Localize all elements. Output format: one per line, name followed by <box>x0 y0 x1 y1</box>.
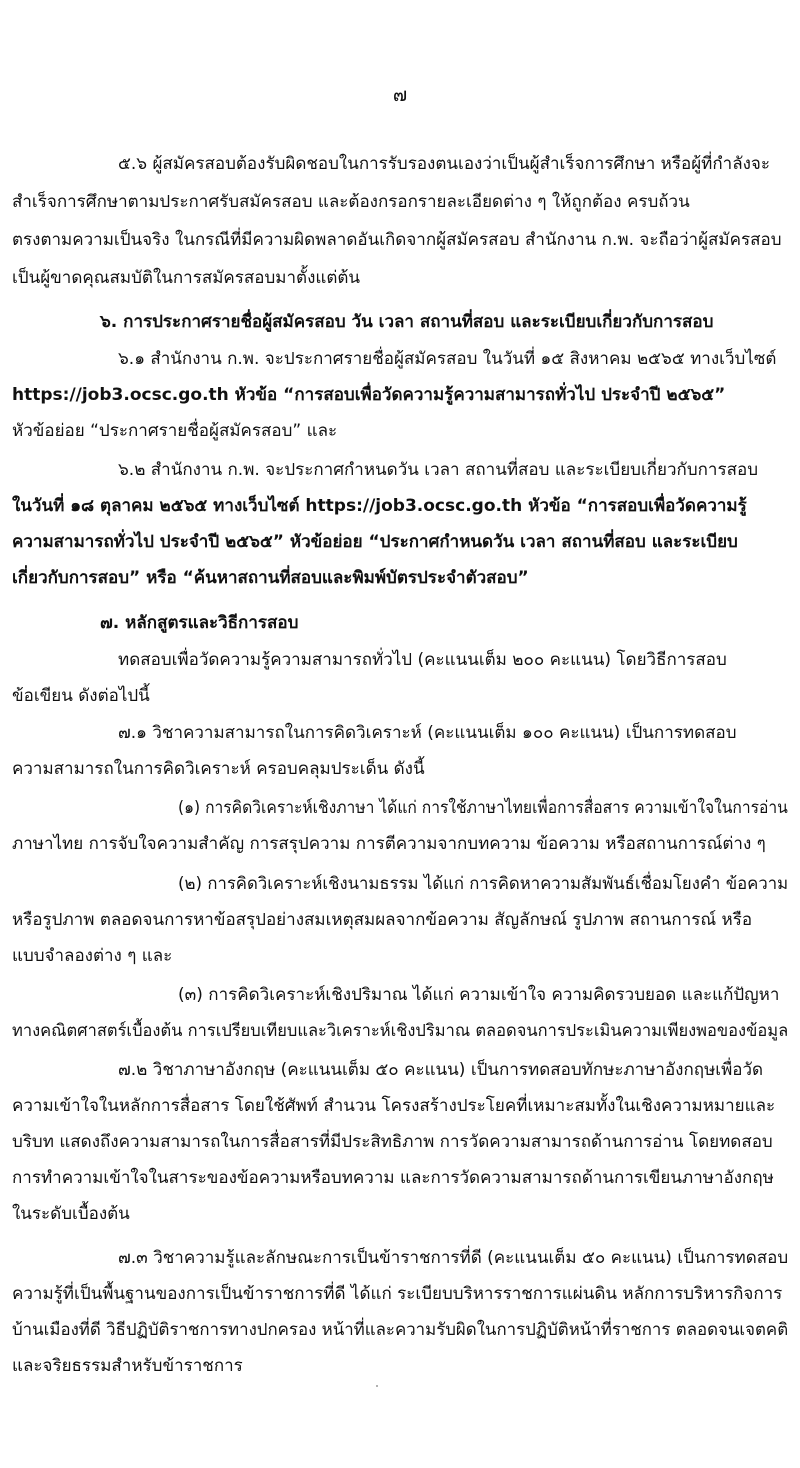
paragraph-7-2-line: การทำความเข้าใจในสาระของข้อความหรือบทความ และการวัดความสามารถด้านการเขียนภาษาอังกฤษ <box>12 1168 774 1188</box>
section-7-heading: ๗. หลักสูตรและวิธีการสอบ <box>100 613 299 633</box>
paragraph-6-2-line: ความสามารถทั่วไป ประจำปี ๒๕๖๕” หัวข้อย่อย “ประกาศกำหนดวัน เวลา สถานที่สอบ และระเบียบ <box>12 532 738 552</box>
item-2-line: หรือรูปภาพ ตลอดจนการหาข้อสรุปอย่างสมเหตุสมผลจากข้อความ สัญลักษณ์ รูปภาพ สถานการณ์ หรือ <box>12 910 753 930</box>
paragraph-7-3-line: ความรู้ที่เป็นพื้นฐานของการเป็นข้าราชการที่ดี ได้แก่ ระเบียบบริหารราชการแผ่นดิน หลักการบริหารกิจการ <box>12 1284 783 1304</box>
item-3-line: ทางคณิตศาสตร์เบื้องต้น การเปรียบเทียบและวิเคราะห์เชิงปริมาณ ตลอดจนการประเมินความเพียงพอของข้อมูล <box>12 1021 789 1041</box>
paragraph-5-6-line: ๕.๖ ผู้สมัครสอบต้องรับผิดชอบในการรับรองตนเองว่าเป็นผู้สำเร็จการศึกษา หรือผู้ที่กำลังจะ <box>118 154 771 174</box>
paragraph-5-6-line: เป็นผู้ขาดคุณสมบัติในการสมัครสอบมาตั้งแต่ต้น <box>12 268 361 288</box>
paragraph-7-2-line: ในระดับเบื้องต้น <box>12 1204 130 1224</box>
paragraph-6-1-line: หัวข้อย่อย “ประกาศรายชื่อผู้สมัครสอบ” และ <box>12 421 338 441</box>
section-7-intro-line: ทดสอบเพื่อวัดความรู้ความสามารถทั่วไป (คะแนนเต็ม ๒๐๐ คะแนน) โดยวิธีการสอบ <box>118 650 727 670</box>
paragraph-7-3-line: และจริยธรรมสำหรับข้าราชการ <box>12 1356 243 1376</box>
paragraph-6-2-line: เกี่ยวกับการสอบ” หรือ “ค้นหาสถานที่สอบและพิมพ์บัตรประจำตัวสอบ” <box>12 568 529 588</box>
item-2-line: (๒) การคิดวิเคราะห์เชิงนามธรรม ได้แก่ การคิดหาความสัมพันธ์เชื่อมโยงคำ ข้อความ <box>178 874 789 894</box>
paragraph-7-3-line: บ้านเมืองที่ดี วิธีปฏิบัติราชการทางปกครอง หน้าที่และความรับผิดในการปฏิบัติหน้าที่ราชการ ตลอดจนเจตคติ <box>12 1320 789 1340</box>
section-6-heading: ๖. การประกาศรายชื่อผู้สมัครสอบ วัน เวลา สถานที่สอบ และระเบียบเกี่ยวกับการสอบ <box>100 312 714 332</box>
item-1-line: ภาษาไทย การจับใจความสำคัญ การสรุปความ การตีความจากบทความ ข้อความ หรือสถานการณ์ต่าง ๆ <box>12 834 766 854</box>
item-1-line: (๑) การคิดวิเคราะห์เชิงภาษา ได้แก่ การใช้ภาษาไทยเพื่อการสื่อสาร ความเข้าใจในการอ่าน <box>178 798 788 818</box>
scan-speck <box>376 1385 378 1387</box>
paragraph-7-2-line: ๗.๒ วิชาภาษาอังกฤษ (คะแนนเต็ม ๕๐ คะแนน) เป็นการทดสอบทักษะภาษาอังกฤษเพื่อวัด <box>118 1060 764 1080</box>
paragraph-6-1-line: https://job3.ocsc.go.th หัวข้อ “การสอบเพื่อวัดความรู้ความสามารถทั่วไป ประจำปี ๒๕๖๕” <box>12 385 726 405</box>
paragraph-7-3-line: ๗.๓ วิชาความรู้และลักษณะการเป็นข้าราชการที่ดี (คะแนนเต็ม ๕๐ คะแนน) เป็นการทดสอบ <box>118 1248 789 1268</box>
paragraph-7-1-line: ๗.๑ วิชาความสามารถในการคิดวิเคราะห์ (คะแนนเต็ม ๑๐๐ คะแนน) เป็นการทดสอบ <box>118 723 737 743</box>
item-3-line: (๓) การคิดวิเคราะห์เชิงปริมาณ ได้แก่ ความเข้าใจ ความคิดรวบยอด และแก้ปัญหา <box>178 985 780 1005</box>
paragraph-6-1-line: ๖.๑ สำนักงาน ก.พ. จะประกาศรายชื่อผู้สมัครสอบ ในวันที่ ๑๕ สิงหาคม ๒๕๖๕ ทางเว็บไซต์ <box>118 349 777 369</box>
paragraph-6-2-line: ในวันที่ ๑๘ ตุลาคม ๒๕๖๕ ทางเว็บไซต์ https://job3.ocsc.go.th หัวข้อ “การสอบเพื่อวัดความรู้ <box>12 496 747 516</box>
paragraph-7-2-line: บริบท แสดงถึงความสามารถในการสื่อสารที่มีประสิทธิภาพ การวัดความสามารถด้านการอ่าน โดยทดสอบ <box>12 1132 773 1152</box>
paragraph-7-1-line: ความสามารถในการคิดวิเคราะห์ ครอบคลุมประเด็น ดังนี้ <box>12 759 425 779</box>
paragraph-5-6-line: สำเร็จการศึกษาตามประกาศรับสมัครสอบ และต้องกรอกรายละเอียดต่าง ๆ ให้ถูกต้อง ครบถ้วน <box>12 192 690 212</box>
paragraph-5-6-line: ตรงตามความเป็นจริง ในกรณีที่มีความผิดพลาดอันเกิดจากผู้สมัครสอบ สำนักงาน ก.พ. จะถือว่าผู้สมัครสอบ <box>12 230 782 250</box>
item-2-line: แบบจำลองต่าง ๆ และ <box>12 946 173 966</box>
paragraph-7-2-line: ความเข้าใจในหลักการสื่อสาร โดยใช้ศัพท์ สำนวน โครงสร้างประโยคที่เหมาะสมทั้งในเชิงความหมายและ <box>12 1096 776 1116</box>
page-number: ๗ <box>392 84 408 106</box>
paragraph-6-2-line: ๖.๒ สำนักงาน ก.พ. จะประกาศกำหนดวัน เวลา สถานที่สอบ และระเบียบเกี่ยวกับการสอบ <box>118 460 758 480</box>
section-7-intro-line: ข้อเขียน ดังต่อไปนี้ <box>12 686 150 706</box>
